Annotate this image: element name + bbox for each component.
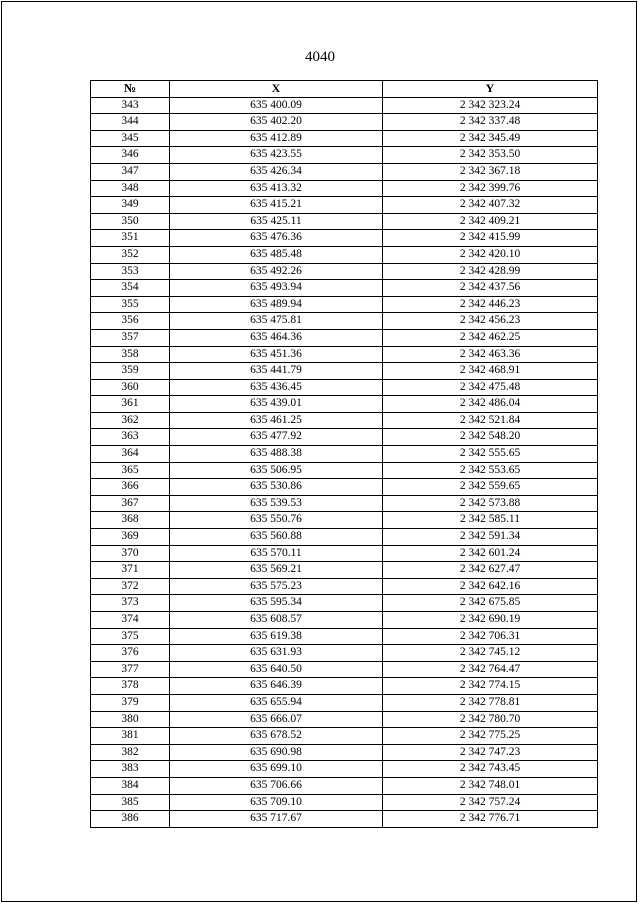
y-coordinate-cell: 2 342 407.32 — [383, 197, 598, 214]
y-coordinate-cell: 2 342 521.84 — [383, 412, 598, 429]
x-coordinate-cell: 635 451.36 — [170, 346, 383, 363]
table-row — [91, 728, 598, 745]
point-number-cell: 363 — [91, 429, 170, 446]
y-coordinate-cell: 2 342 757.24 — [383, 794, 598, 811]
point-number-cell: 382 — [91, 744, 170, 761]
table-row — [91, 794, 598, 811]
table-row — [91, 661, 598, 678]
x-coordinate-cell: 635 530.86 — [170, 479, 383, 496]
point-number-cell: 376 — [91, 645, 170, 662]
y-coordinate-cell: 2 342 743.45 — [383, 761, 598, 778]
y-coordinate-cell: 2 342 706.31 — [383, 628, 598, 645]
x-coordinate-cell: 635 550.76 — [170, 512, 383, 529]
point-number-cell: 362 — [91, 412, 170, 429]
table-row — [91, 694, 598, 711]
y-coordinate-cell: 2 342 748.01 — [383, 777, 598, 794]
x-coordinate-cell: 635 678.52 — [170, 728, 383, 745]
y-coordinate-cell: 2 342 345.49 — [383, 130, 598, 147]
point-number-cell: 371 — [91, 562, 170, 579]
table-row — [91, 313, 598, 330]
table-row — [91, 412, 598, 429]
page-number: 4040 — [305, 49, 335, 65]
point-number-cell: 373 — [91, 595, 170, 612]
table-row — [91, 761, 598, 778]
x-coordinate-cell: 635 608.57 — [170, 612, 383, 629]
x-coordinate-cell: 635 461.25 — [170, 412, 383, 429]
x-coordinate-cell: 635 436.45 — [170, 379, 383, 396]
table-header-row — [91, 81, 598, 98]
point-number-cell: 355 — [91, 296, 170, 313]
point-number-cell: 364 — [91, 446, 170, 463]
x-coordinate-cell: 635 560.88 — [170, 529, 383, 546]
point-number-cell: 370 — [91, 545, 170, 562]
y-coordinate-cell: 2 342 774.15 — [383, 678, 598, 695]
y-coordinate-cell: 2 342 475.48 — [383, 379, 598, 396]
point-number-cell: 360 — [91, 379, 170, 396]
point-number-cell: 357 — [91, 329, 170, 346]
y-coordinate-cell: 2 342 367.18 — [383, 163, 598, 180]
point-number-cell: 378 — [91, 678, 170, 695]
y-coordinate-cell: 2 342 323.24 — [383, 97, 598, 114]
y-coordinate-cell: 2 342 446.23 — [383, 296, 598, 313]
table-row — [91, 329, 598, 346]
y-coordinate-cell: 2 342 559.65 — [383, 479, 598, 496]
y-coordinate-cell: 2 342 780.70 — [383, 711, 598, 728]
x-coordinate-cell: 635 575.23 — [170, 578, 383, 595]
x-coordinate-cell: 635 426.34 — [170, 163, 383, 180]
y-coordinate-cell: 2 342 573.88 — [383, 495, 598, 512]
x-coordinate-cell: 635 412.89 — [170, 130, 383, 147]
point-number-cell: 358 — [91, 346, 170, 363]
x-coordinate-cell: 635 666.07 — [170, 711, 383, 728]
x-coordinate-cell: 635 569.21 — [170, 562, 383, 579]
point-number-cell: 386 — [91, 811, 170, 828]
table-row — [91, 529, 598, 546]
x-coordinate-cell: 635 706.66 — [170, 777, 383, 794]
x-coordinate-cell: 635 425.11 — [170, 213, 383, 230]
point-number-cell: 352 — [91, 246, 170, 263]
coordinates-table — [90, 80, 598, 828]
point-number-cell: 366 — [91, 479, 170, 496]
y-coordinate-cell: 2 342 548.20 — [383, 429, 598, 446]
x-coordinate-cell: 635 485.48 — [170, 246, 383, 263]
header-number: № — [91, 81, 170, 98]
table-row — [91, 197, 598, 214]
y-coordinate-cell: 2 342 627.47 — [383, 562, 598, 579]
point-number-cell: 365 — [91, 462, 170, 479]
x-coordinate-cell: 635 506.95 — [170, 462, 383, 479]
table-row — [91, 479, 598, 496]
y-coordinate-cell: 2 342 585.11 — [383, 512, 598, 529]
point-number-cell: 377 — [91, 661, 170, 678]
x-coordinate-cell: 635 475.81 — [170, 313, 383, 330]
table-row — [91, 263, 598, 280]
point-number-cell: 343 — [91, 97, 170, 114]
y-coordinate-cell: 2 342 415.99 — [383, 230, 598, 247]
y-coordinate-cell: 2 342 745.12 — [383, 645, 598, 662]
y-coordinate-cell: 2 342 428.99 — [383, 263, 598, 280]
table-row — [91, 230, 598, 247]
table-row — [91, 811, 598, 828]
x-coordinate-cell: 635 476.36 — [170, 230, 383, 247]
x-coordinate-cell: 635 646.39 — [170, 678, 383, 695]
x-coordinate-cell: 635 415.21 — [170, 197, 383, 214]
table-row — [91, 114, 598, 131]
point-number-cell: 348 — [91, 180, 170, 197]
y-coordinate-cell: 2 342 468.91 — [383, 363, 598, 380]
table-row — [91, 777, 598, 794]
table-row — [91, 429, 598, 446]
point-number-cell: 369 — [91, 529, 170, 546]
x-coordinate-cell: 635 413.32 — [170, 180, 383, 197]
x-coordinate-cell: 635 493.94 — [170, 280, 383, 297]
y-coordinate-cell: 2 342 776.71 — [383, 811, 598, 828]
table-row — [91, 213, 598, 230]
table-row — [91, 512, 598, 529]
point-number-cell: 349 — [91, 197, 170, 214]
table-row — [91, 744, 598, 761]
point-number-cell: 367 — [91, 495, 170, 512]
y-coordinate-cell: 2 342 353.50 — [383, 147, 598, 164]
table-row — [91, 446, 598, 463]
y-coordinate-cell: 2 342 337.48 — [383, 114, 598, 131]
point-number-cell: 375 — [91, 628, 170, 645]
table-row — [91, 147, 598, 164]
table-row — [91, 562, 598, 579]
x-coordinate-cell: 635 717.67 — [170, 811, 383, 828]
y-coordinate-cell: 2 342 764.47 — [383, 661, 598, 678]
table-row — [91, 363, 598, 380]
point-number-cell: 347 — [91, 163, 170, 180]
point-number-cell: 385 — [91, 794, 170, 811]
point-number-cell: 380 — [91, 711, 170, 728]
x-coordinate-cell: 635 492.26 — [170, 263, 383, 280]
point-number-cell: 353 — [91, 263, 170, 280]
table-row — [91, 97, 598, 114]
x-coordinate-cell: 635 595.34 — [170, 595, 383, 612]
x-coordinate-cell: 635 619.38 — [170, 628, 383, 645]
table-row — [91, 711, 598, 728]
table-body — [91, 97, 598, 827]
point-number-cell: 383 — [91, 761, 170, 778]
y-coordinate-cell: 2 342 420.10 — [383, 246, 598, 263]
y-coordinate-cell: 2 342 601.24 — [383, 545, 598, 562]
x-coordinate-cell: 635 464.36 — [170, 329, 383, 346]
point-number-cell: 368 — [91, 512, 170, 529]
x-coordinate-cell: 635 489.94 — [170, 296, 383, 313]
y-coordinate-cell: 2 342 642.16 — [383, 578, 598, 595]
point-number-cell: 381 — [91, 728, 170, 745]
point-number-cell: 350 — [91, 213, 170, 230]
table-row — [91, 379, 598, 396]
y-coordinate-cell: 2 342 399.76 — [383, 180, 598, 197]
table-row — [91, 296, 598, 313]
x-coordinate-cell: 635 488.38 — [170, 446, 383, 463]
point-number-cell: 372 — [91, 578, 170, 595]
x-coordinate-cell: 635 640.50 — [170, 661, 383, 678]
table-row — [91, 280, 598, 297]
y-coordinate-cell: 2 342 437.56 — [383, 280, 598, 297]
point-number-cell: 384 — [91, 777, 170, 794]
x-coordinate-cell: 635 439.01 — [170, 396, 383, 413]
y-coordinate-cell: 2 342 462.25 — [383, 329, 598, 346]
x-coordinate-cell: 635 699.10 — [170, 761, 383, 778]
header-x: X — [170, 81, 383, 98]
table-row — [91, 678, 598, 695]
table-row — [91, 545, 598, 562]
x-coordinate-cell: 635 402.20 — [170, 114, 383, 131]
y-coordinate-cell: 2 342 747.23 — [383, 744, 598, 761]
table-row — [91, 246, 598, 263]
point-number-cell: 379 — [91, 694, 170, 711]
point-number-cell: 356 — [91, 313, 170, 330]
y-coordinate-cell: 2 342 456.23 — [383, 313, 598, 330]
table-row — [91, 495, 598, 512]
point-number-cell: 374 — [91, 612, 170, 629]
point-number-cell: 345 — [91, 130, 170, 147]
x-coordinate-cell: 635 570.11 — [170, 545, 383, 562]
y-coordinate-cell: 2 342 778.81 — [383, 694, 598, 711]
y-coordinate-cell: 2 342 409.21 — [383, 213, 598, 230]
y-coordinate-cell: 2 342 463.36 — [383, 346, 598, 363]
point-number-cell: 344 — [91, 114, 170, 131]
table-row — [91, 462, 598, 479]
table-row — [91, 163, 598, 180]
y-coordinate-cell: 2 342 775.25 — [383, 728, 598, 745]
x-coordinate-cell: 635 477.92 — [170, 429, 383, 446]
point-number-cell: 354 — [91, 280, 170, 297]
x-coordinate-cell: 635 400.09 — [170, 97, 383, 114]
table-row — [91, 595, 598, 612]
table-row — [91, 346, 598, 363]
x-coordinate-cell: 635 631.93 — [170, 645, 383, 662]
y-coordinate-cell: 2 342 555.65 — [383, 446, 598, 463]
point-number-cell: 361 — [91, 396, 170, 413]
header-y: Y — [383, 81, 598, 98]
table-row — [91, 578, 598, 595]
table-row — [91, 130, 598, 147]
table-row — [91, 180, 598, 197]
x-coordinate-cell: 635 690.98 — [170, 744, 383, 761]
x-coordinate-cell: 635 441.79 — [170, 363, 383, 380]
x-coordinate-cell: 635 655.94 — [170, 694, 383, 711]
table-row — [91, 396, 598, 413]
y-coordinate-cell: 2 342 675.85 — [383, 595, 598, 612]
point-number-cell: 346 — [91, 147, 170, 164]
y-coordinate-cell: 2 342 591.34 — [383, 529, 598, 546]
table-row — [91, 628, 598, 645]
y-coordinate-cell: 2 342 690.19 — [383, 612, 598, 629]
table-row — [91, 612, 598, 629]
y-coordinate-cell: 2 342 553.65 — [383, 462, 598, 479]
x-coordinate-cell: 635 709.10 — [170, 794, 383, 811]
table-row — [91, 645, 598, 662]
x-coordinate-cell: 635 539.53 — [170, 495, 383, 512]
point-number-cell: 351 — [91, 230, 170, 247]
x-coordinate-cell: 635 423.55 — [170, 147, 383, 164]
y-coordinate-cell: 2 342 486.04 — [383, 396, 598, 413]
point-number-cell: 359 — [91, 363, 170, 380]
